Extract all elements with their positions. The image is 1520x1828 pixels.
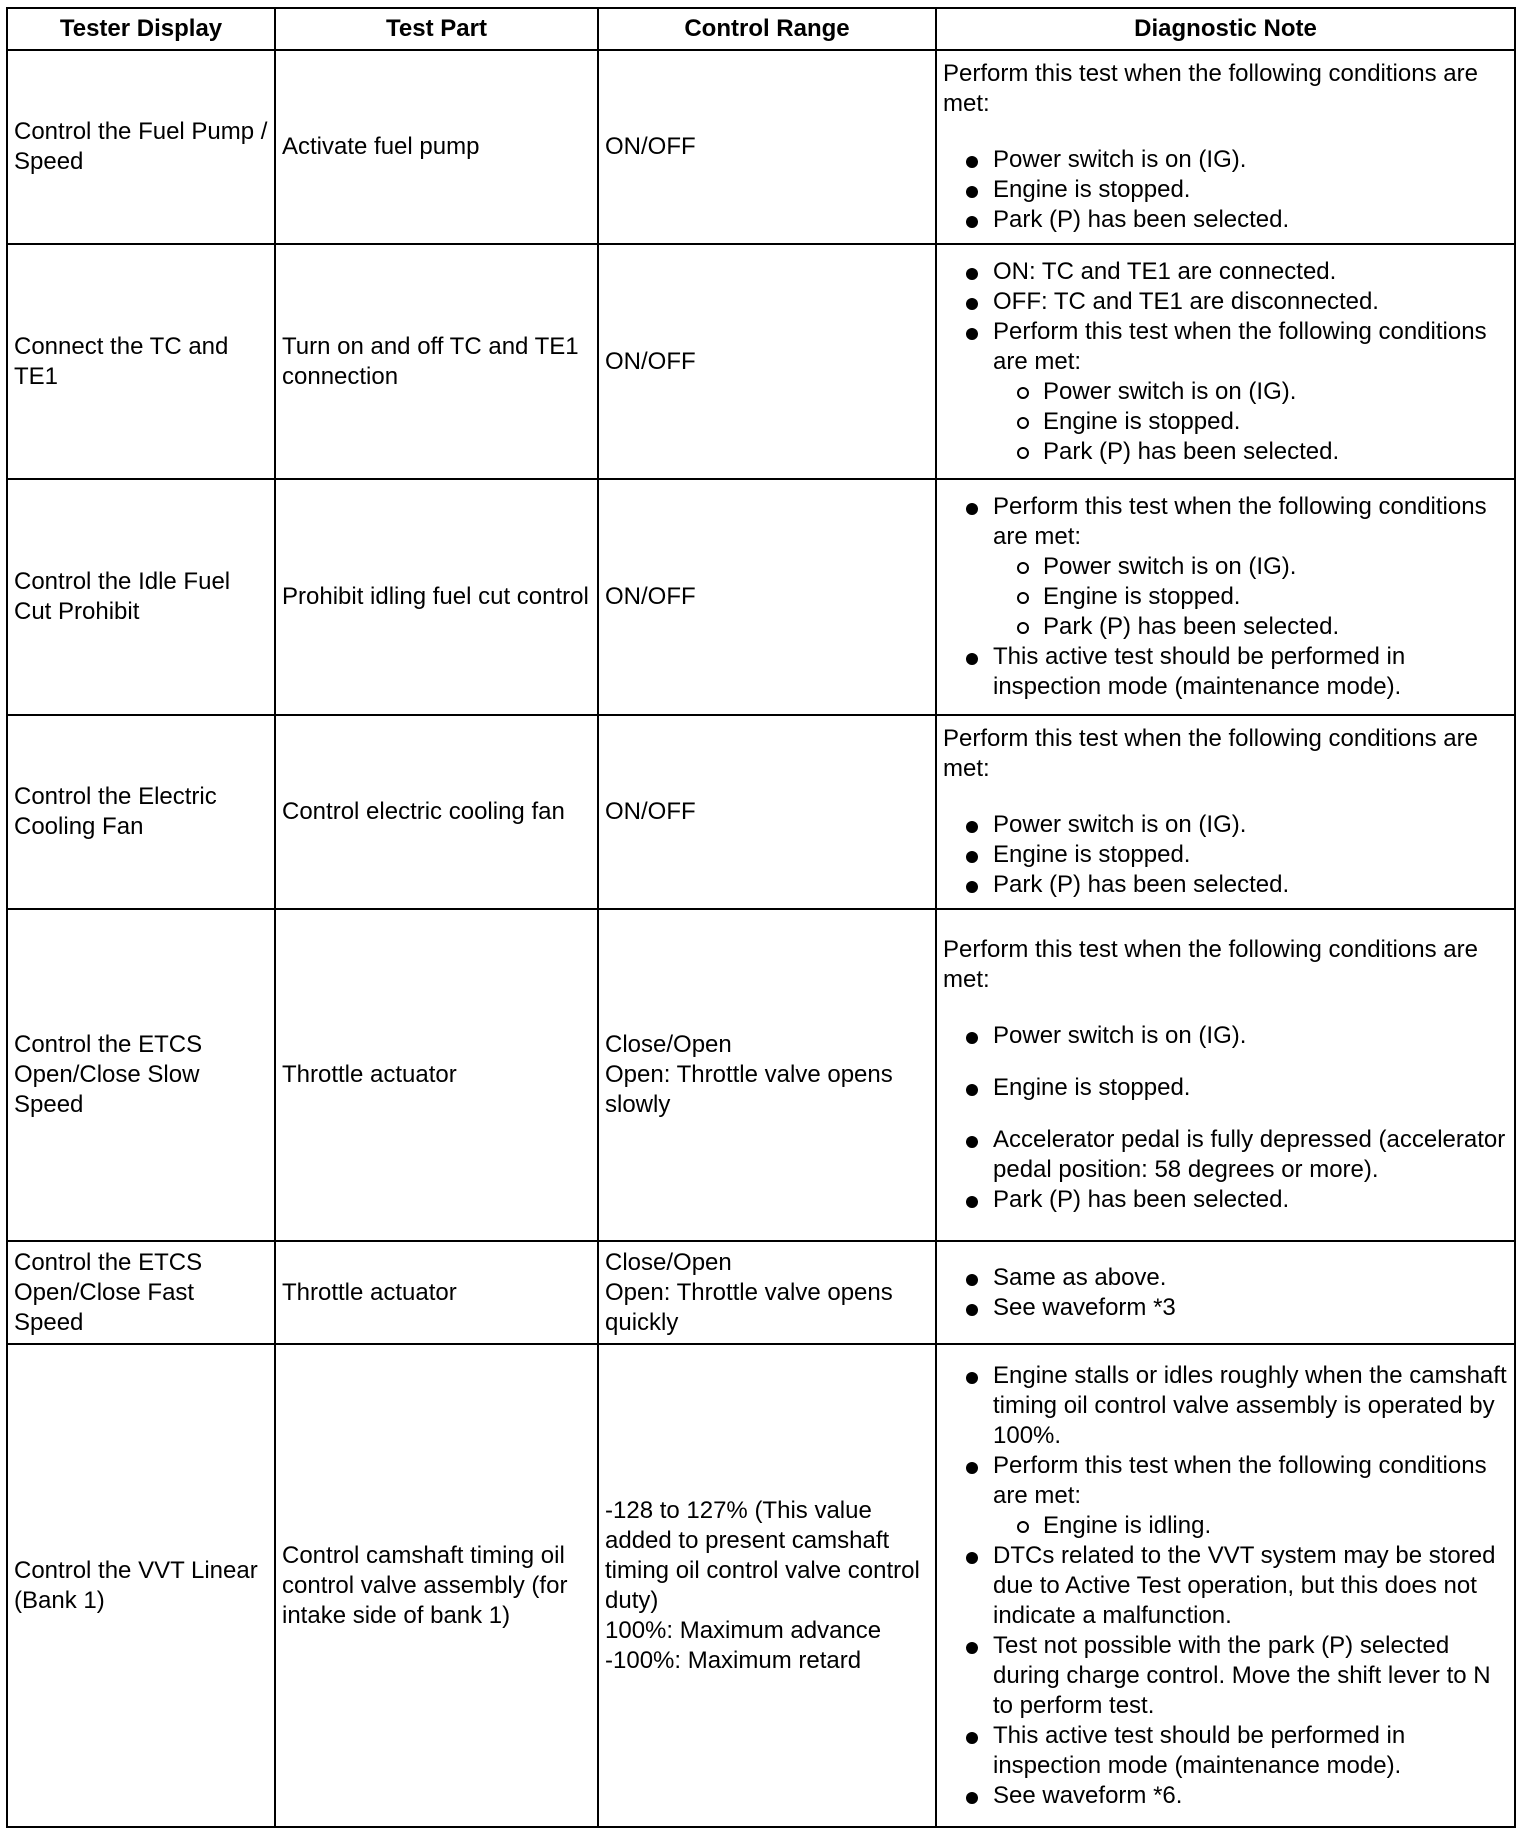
tester-display-cell: Control the Electric Cooling Fan [7,715,275,909]
control-range-cell: Close/Open Open: Throttle valve opens quickly [598,1241,936,1344]
diagnostic-note-cell [936,909,1515,1241]
list-item [943,492,1508,642]
diagnostic-note-cell [936,50,1515,244]
sub-condition-list [993,552,1508,642]
list-item-text: Perform this test when the following conditions are met: [993,317,1487,375]
test-part-cell: Prohibit idling fuel cut control [275,479,598,715]
tester-display-cell: Control the Fuel Pump / Speed [7,50,275,244]
test-part-cell: Throttle actuator [275,909,598,1241]
sub-list-item: Park (P) has been selected. [993,612,1508,642]
list-item: Same as above. [943,1263,1508,1293]
table-row [7,1344,1515,1827]
list-item: DTCs related to the VVT system may be stored due to Active Test operation, but this does not indicate a malfunction. [943,1541,1508,1631]
list-item: OFF: TC and TE1 are disconnected. [943,287,1508,317]
diagnostic-note-cell [936,1241,1515,1344]
condition-list [943,810,1508,900]
note-intro: Perform this test when the following conditions are met: [943,60,1478,117]
header-row [7,8,1515,50]
list-item: Park (P) has been selected. [943,870,1508,900]
list-item: See waveform *3 [943,1293,1508,1323]
condition-list [943,145,1508,235]
list-item: Park (P) has been selected. [943,1185,1508,1215]
sub-list-item: Power switch is on (IG). [993,552,1508,582]
list-item-text: Perform this test when the following conditions are met: [993,1451,1487,1509]
test-part-cell: Activate fuel pump [275,50,598,244]
diagnostic-note-cell [936,479,1515,715]
tester-display-cell: Control the ETCS Open/Close Fast Speed [7,1241,275,1344]
sub-list-item: Engine is stopped. [993,582,1508,612]
diagnostic-note-cell [936,715,1515,909]
header-tester-display: Tester Display [7,8,275,50]
test-part-cell: Throttle actuator [275,1241,598,1344]
list-item: Engine is stopped. [943,1073,1508,1103]
sub-list-item: Power switch is on (IG). [993,377,1508,407]
header-control-range: Control Range [598,8,936,50]
table-row [7,909,1515,1241]
table-row [7,715,1515,909]
list-item: Engine is stopped. [943,840,1508,870]
tester-display-cell: Connect the TC and TE1 [7,244,275,479]
header-test-part: Test Part [275,8,598,50]
control-range-cell: ON/OFF [598,244,936,479]
list-item: This active test should be performed in inspection mode (maintenance mode). [943,1721,1508,1781]
condition-list [943,257,1508,467]
list-item: Power switch is on (IG). [943,1021,1508,1051]
condition-list [943,1263,1508,1323]
condition-list [943,1361,1508,1811]
list-item: Power switch is on (IG). [943,810,1508,840]
list-item: Test not possible with the park (P) selected during charge control. Move the shift lever to N to perform test. [943,1631,1508,1721]
list-item [943,317,1508,467]
list-item: Accelerator pedal is fully depressed (accelerator pedal position: 58 degrees or more). [943,1125,1508,1185]
active-test-table [6,7,1516,1828]
sub-list-item: Engine is idling. [993,1511,1508,1541]
list-item: See waveform *6. [943,1781,1508,1811]
test-part-cell: Control camshaft timing oil control valve assembly (for intake side of bank 1) [275,1344,598,1827]
list-item: ON: TC and TE1 are connected. [943,257,1508,287]
list-item: Power switch is on (IG). [943,145,1508,175]
condition-list [943,1021,1508,1215]
table-row [7,479,1515,715]
list-item-text: Perform this test when the following conditions are met: [993,493,1487,550]
tester-display-cell: Control the Idle Fuel Cut Prohibit [7,479,275,715]
diagnostic-note-cell [936,1344,1515,1827]
list-item: Engine is stopped. [943,175,1508,205]
list-item: This active test should be performed in inspection mode (maintenance mode). [943,642,1508,702]
control-range-cell: ON/OFF [598,715,936,909]
sub-list-item: Engine is stopped. [993,407,1508,437]
note-intro: Perform this test when the following conditions are met: [943,936,1478,993]
diagnostic-note-cell [936,244,1515,479]
header-diagnostic-note: Diagnostic Note [936,8,1515,50]
condition-list [943,492,1508,702]
tester-display-cell: Control the VVT Linear (Bank 1) [7,1344,275,1827]
control-range-cell: -128 to 127% (This value added to present camshaft timing oil control valve control duty) 100%: Maximum advance -100%: Maximum retard [598,1344,936,1827]
list-item [943,1451,1508,1541]
note-intro: Perform this test when the following conditions are met: [943,725,1478,782]
table-row [7,50,1515,244]
table-row [7,244,1515,479]
control-range-cell: Close/Open Open: Throttle valve opens slowly [598,909,936,1241]
list-item: Engine stalls or idles roughly when the camshaft timing oil control valve assembly is operated by 100%. [943,1361,1508,1451]
tester-display-cell: Control the ETCS Open/Close Slow Speed [7,909,275,1241]
sub-condition-list [993,1511,1508,1541]
sub-condition-list [993,377,1508,467]
test-part-cell: Turn on and off TC and TE1 connection [275,244,598,479]
list-item: Park (P) has been selected. [943,205,1508,235]
test-part-cell: Control electric cooling fan [275,715,598,909]
control-range-cell: ON/OFF [598,479,936,715]
sub-list-item: Park (P) has been selected. [993,437,1508,467]
table-row [7,1241,1515,1344]
control-range-cell: ON/OFF [598,50,936,244]
